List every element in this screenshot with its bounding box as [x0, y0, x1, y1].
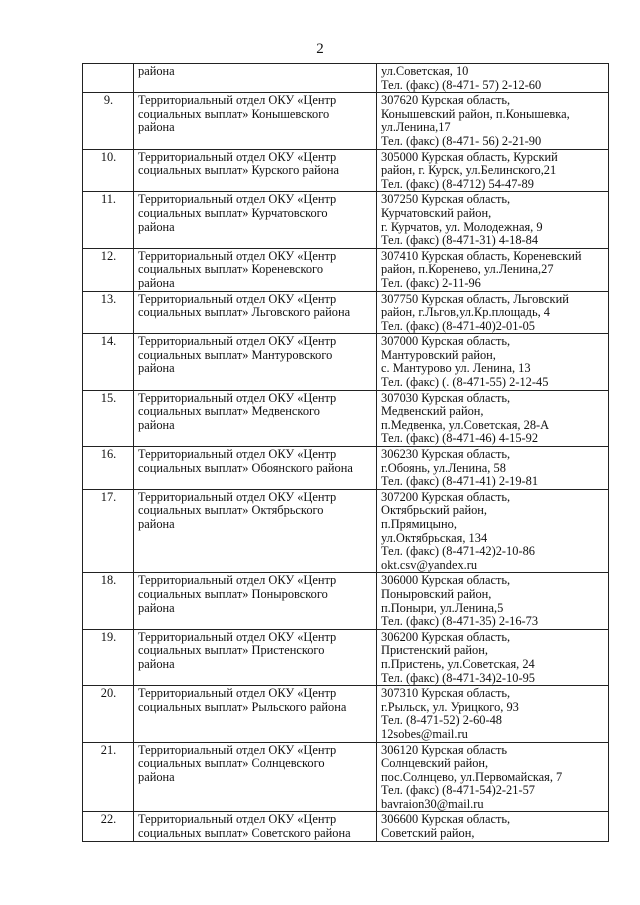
- office-address-line: Пристенский район,: [381, 643, 488, 658]
- office-address-line: Медвенский район,: [381, 404, 484, 419]
- office-name-line: Территориальный отдел ОКУ «Центр: [138, 291, 337, 306]
- office-name-cell: [134, 291, 377, 334]
- office-address-line: 307030 Курская область,: [381, 390, 511, 405]
- office-name-line: района: [138, 219, 175, 234]
- office-address-cell: [377, 629, 609, 685]
- office-name-cell: [134, 489, 377, 573]
- office-name-line: Территориальный отдел ОКУ «Центр: [138, 629, 337, 644]
- office-name-line: Территориальный отдел ОКУ «Центр: [138, 812, 337, 827]
- office-address-line: Тел. (факс) 2-11-96: [381, 275, 481, 290]
- row-number: 21.: [83, 742, 134, 812]
- office-address-line: район, г.Льгов,ул.Кр.площадь, 4: [381, 305, 550, 320]
- office-address-cell: [377, 64, 609, 93]
- office-address-cell: [377, 291, 609, 334]
- table-row: [83, 149, 609, 192]
- office-address-line: 307620 Курская область,: [381, 93, 511, 108]
- office-name-line: Территориальный отдел ОКУ «Центр: [138, 742, 337, 757]
- office-address-line: ул.Октябрьская, 134: [381, 530, 488, 545]
- office-address-line: Тел. (факс) (8-4712) 54-47-89: [381, 176, 534, 191]
- office-name-line: района: [138, 769, 175, 784]
- office-address-line: Тел. (факс) (8-471-46) 4-15-92: [381, 431, 539, 446]
- office-name-line: социальных выплат» Кореневского: [138, 262, 324, 277]
- office-address-cell: [377, 390, 609, 446]
- office-name-line: Территориальный отдел ОКУ «Центр: [138, 334, 337, 349]
- office-address-cell: [377, 742, 609, 812]
- office-name-line: социальных выплат» Мантуровского: [138, 347, 333, 362]
- office-name-line: района: [138, 517, 175, 531]
- page-number: 2: [316, 41, 324, 57]
- table-row: [83, 686, 609, 742]
- office-name-line: социальных выплат» Рыльского района: [138, 699, 347, 714]
- office-address-line: 305000 Курская область, Курский: [381, 149, 558, 164]
- table-row: [83, 489, 609, 573]
- office-address-line: г.Рыльск, ул. Урицкого, 93: [381, 699, 519, 714]
- office-address-line: 306120 Курская область: [381, 742, 508, 757]
- table-row: [83, 192, 609, 248]
- office-name-line: района: [138, 64, 175, 78]
- row-number: 18.: [83, 573, 134, 629]
- office-address-cell: [377, 149, 609, 192]
- office-address-cell: [377, 447, 609, 490]
- office-address-cell: [377, 489, 609, 573]
- office-name-line: района: [138, 417, 175, 432]
- row-number: 19.: [83, 629, 134, 685]
- row-number: 10.: [83, 149, 134, 192]
- office-address-line: Тел. (факс) (8-471-31) 4-18-84: [381, 233, 539, 248]
- office-name-line: Территориальный отдел ОКУ «Центр: [138, 447, 337, 462]
- table-row: [83, 629, 609, 685]
- office-address-line: Тел. (факс) (8-471- 57) 2-12-60: [381, 77, 542, 92]
- office-name-cell: [134, 390, 377, 446]
- office-address-line: п.Пристень, ул.Советская, 24: [381, 656, 535, 671]
- office-name-cell: [134, 447, 377, 490]
- office-name-line: района: [138, 120, 175, 135]
- office-name-cell: [134, 629, 377, 685]
- office-address-line: Тел. (8-471-52) 2-60-48: [381, 713, 502, 728]
- office-name-line: Территориальный отдел ОКУ «Центр: [138, 390, 337, 405]
- office-name-line: района: [138, 656, 175, 671]
- office-address-line: ул.Советская, 10: [381, 64, 469, 78]
- office-address-line: Тел. (факс) (8-471- 56) 2-21-90: [381, 133, 542, 148]
- offices-table-body: [83, 64, 609, 842]
- office-name-line: социальных выплат» Пристенского: [138, 643, 325, 658]
- office-address-line: 307250 Курская область,: [381, 192, 511, 207]
- office-address-line: г.Обоянь, ул.Ленина, 58: [381, 460, 506, 475]
- office-address-line: Тел. (факс) (8-471-54)2-21-57: [381, 783, 535, 798]
- office-address-line: 307410 Курская область, Кореневский: [381, 248, 582, 263]
- office-name-cell: [134, 248, 377, 291]
- office-address-line: Курчатовский район,: [381, 205, 492, 220]
- office-name-line: района: [138, 361, 175, 376]
- office-address-line: район, г. Курск, ул.Белинского,21: [381, 163, 557, 178]
- office-address-line: Тел. (факс) (8-471-42)2-10-86: [381, 544, 535, 559]
- table-row: [83, 447, 609, 490]
- office-name-line: Территориальный отдел ОКУ «Центр: [138, 93, 337, 108]
- office-name-cell: [134, 742, 377, 812]
- office-address-line: Тел. (факс) (. (8-471-55) 2-12-45: [381, 375, 549, 390]
- office-name-cell: [134, 192, 377, 248]
- office-address-line: 306200 Курская область,: [381, 629, 511, 644]
- office-name-cell: [134, 573, 377, 629]
- table-row: [83, 64, 609, 93]
- office-address-line: Тел. (факс) (8-471-35) 2-16-73: [381, 614, 539, 629]
- office-name-line: социальных выплат» Медвенского: [138, 404, 320, 419]
- office-name-line: Территориальный отдел ОКУ «Центр: [138, 686, 337, 701]
- row-number: 9.: [83, 93, 134, 149]
- office-name-cell: [134, 334, 377, 390]
- office-address-cell: [377, 93, 609, 149]
- office-address-line: ул.Ленина,17: [381, 120, 451, 135]
- office-address-line: п.Прямицыно,: [381, 517, 457, 531]
- office-name-line: социальных выплат» Конышевского: [138, 106, 330, 121]
- office-address-line: п.Медвенка, ул.Советская, 28-А: [381, 417, 550, 432]
- office-address-line: Поныровский район,: [381, 586, 492, 601]
- office-address-cell: [377, 248, 609, 291]
- office-name-line: социальных выплат» Солнцевского: [138, 756, 325, 771]
- office-name-line: района: [138, 600, 175, 615]
- office-address-line: п.Поныри, ул.Ленина,5: [381, 600, 504, 615]
- offices-table: [82, 63, 609, 842]
- office-name-cell: [134, 64, 377, 93]
- table-row: [83, 334, 609, 390]
- office-address-line: район, п.Коренево, ул.Ленина,27: [381, 262, 554, 277]
- table-row: [83, 390, 609, 446]
- office-address-line: Тел. (факс) (8-471-41) 2-19-81: [381, 474, 539, 489]
- table-row: [83, 742, 609, 812]
- office-address-line: г. Курчатов, ул. Молодежная, 9: [381, 219, 543, 234]
- office-name-cell: [134, 149, 377, 192]
- office-name-line: социальных выплат» Льговского района: [138, 305, 351, 320]
- office-address-line: Мантуровский район,: [381, 347, 496, 362]
- row-number: 22.: [83, 812, 134, 841]
- office-address-line: Солнцевский район,: [381, 756, 489, 771]
- office-address-line: 306000 Курская область,: [381, 573, 511, 588]
- row-number: [83, 64, 134, 93]
- office-name-line: Территориальный отдел ОКУ «Центр: [138, 573, 337, 588]
- row-number: 11.: [83, 192, 134, 248]
- office-address-line: bavraion30@mail.ru: [381, 796, 484, 811]
- table-row: [83, 812, 609, 841]
- office-address-cell: [377, 812, 609, 841]
- office-address-cell: [377, 573, 609, 629]
- office-address-line: Тел. (факс) (8-471-34)2-10-95: [381, 670, 535, 685]
- office-address-line: 12sobes@mail.ru: [381, 726, 468, 741]
- office-name-cell: [134, 812, 377, 841]
- office-name-line: социальных выплат» Поныровского: [138, 586, 328, 601]
- office-name-line: социальных выплат» Курчатовского: [138, 205, 328, 220]
- table-row: [83, 573, 609, 629]
- office-name-line: Территориальный отдел ОКУ «Центр: [138, 192, 337, 207]
- office-address-line: Октябрьский район,: [381, 503, 488, 518]
- office-address-line: okt.csv@yandex.ru: [381, 557, 478, 572]
- office-address-line: 307750 Курская область, Льговский: [381, 291, 569, 306]
- table-row: [83, 93, 609, 149]
- row-number: 15.: [83, 390, 134, 446]
- row-number: 20.: [83, 686, 134, 742]
- office-address-line: с. Мантурово ул. Ленина, 13: [381, 361, 531, 376]
- row-number: 12.: [83, 248, 134, 291]
- office-address-line: 307310 Курская область,: [381, 686, 511, 701]
- row-number: 14.: [83, 334, 134, 390]
- office-name-line: Территориальный отдел ОКУ «Центр: [138, 489, 337, 504]
- office-name-line: социальных выплат» Курского района: [138, 163, 340, 178]
- office-name-line: социальных выплат» Советского района: [138, 826, 351, 841]
- office-address-line: 307000 Курская область,: [381, 334, 511, 349]
- office-address-line: 307200 Курская область,: [381, 489, 511, 504]
- office-address-line: Советский район,: [381, 826, 475, 841]
- office-address-cell: [377, 334, 609, 390]
- office-address-cell: [377, 192, 609, 248]
- office-name-line: социальных выплат» Октябрьского: [138, 503, 324, 518]
- office-address-line: Конышевский район, п.Конышевка,: [381, 106, 570, 121]
- office-name-cell: [134, 93, 377, 149]
- office-address-line: 306600 Курская область,: [381, 812, 511, 827]
- table-row: [83, 291, 609, 334]
- office-address-line: Тел. (факс) (8-471-40)2-01-05: [381, 318, 535, 333]
- row-number: 16.: [83, 447, 134, 490]
- row-number: 13.: [83, 291, 134, 334]
- office-name-line: района: [138, 275, 175, 290]
- office-address-cell: [377, 686, 609, 742]
- office-address-line: пос.Солнцево, ул.Первомайская, 7: [381, 769, 563, 784]
- office-name-line: социальных выплат» Обоянского района: [138, 460, 353, 475]
- office-name-line: Территориальный отдел ОКУ «Центр: [138, 248, 337, 263]
- office-address-line: 306230 Курская область,: [381, 447, 511, 462]
- row-number: 17.: [83, 489, 134, 573]
- office-name-cell: [134, 686, 377, 742]
- table-row: [83, 248, 609, 291]
- office-name-line: Территориальный отдел ОКУ «Центр: [138, 149, 337, 164]
